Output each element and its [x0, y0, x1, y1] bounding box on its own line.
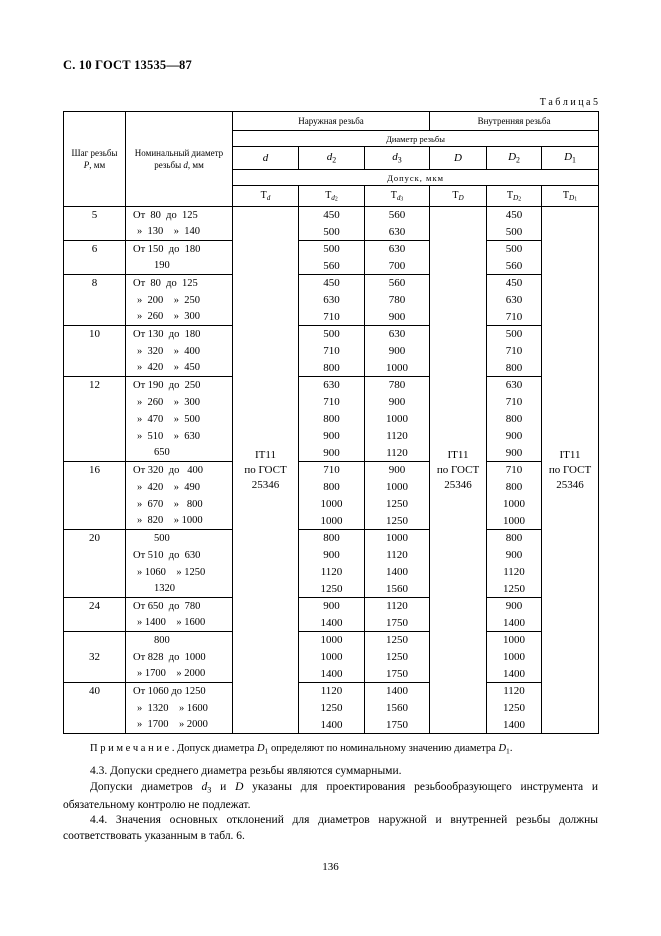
diameter-range-cell: 650 [126, 445, 233, 462]
tolerance-value-cell: 800 [299, 360, 365, 377]
diameter-range-cell: От 190 до 250 [126, 377, 233, 394]
thread-tolerance-table [63, 111, 599, 734]
pitch-cell: 24 [64, 598, 126, 615]
tolerance-value-cell: 1000 [299, 649, 365, 666]
tolerance-value-cell: 800 [487, 360, 542, 377]
table-note: П р и м е ч а н и е . Допуск диаметра $D_1$ определяют по номинальному значению диаметра $D_1$. [90, 743, 513, 756]
tolerance-value-cell: 900 [299, 598, 365, 615]
tolerance-value-cell: 800 [299, 530, 365, 547]
pitch-cell [64, 632, 126, 649]
diameter-col-header-D: D [430, 147, 487, 170]
tolerance-value-cell: 1250 [365, 632, 430, 649]
it11-merged-cell-d: IT11 по ГОСТ 25346 [233, 207, 299, 734]
tolerance-value-cell: 450 [299, 275, 365, 292]
tolerance-value-cell: 560 [365, 207, 430, 224]
tolerance-value-cell: 1000 [365, 530, 430, 547]
tolerance-value-cell: 630 [365, 224, 430, 241]
tolerance-value-cell: 1250 [487, 700, 542, 717]
tolerance-value-cell: 630 [487, 377, 542, 394]
tolerance-value-cell: 450 [299, 207, 365, 224]
nominal-header-line2: резьбы d, мм [154, 160, 204, 170]
table-caption: Т а б л и ц а 5 [539, 97, 598, 108]
tolerance-value-cell: 1250 [299, 700, 365, 717]
tolerance-value-cell: 1000 [365, 360, 430, 377]
tolerance-value-cell: 1400 [365, 564, 430, 581]
diameter-range-cell: » 1060 » 1250 [126, 564, 233, 581]
pitch-cell [64, 343, 126, 360]
tolerance-value-cell: 500 [487, 224, 542, 241]
diameter-range-cell: От 80 до 125 [126, 275, 233, 292]
tolerance-value-cell: 710 [487, 343, 542, 360]
tolerance-value-cell: 710 [299, 343, 365, 360]
tolerance-value-cell: 630 [299, 377, 365, 394]
tolerance-value-cell: 1000 [365, 411, 430, 428]
tolerance-value-cell: 1000 [487, 513, 542, 530]
tolerance-value-cell: 900 [487, 445, 542, 462]
tolerance-value-cell: 560 [487, 258, 542, 275]
paragraph-4-3-continued: Допуски диаметров $d_3$ и D указаны для проектирования резьбообразующего инструмента и обязательному контролю не подлежат. [63, 780, 599, 811]
diameter-col-header-d3: $d_3$ [365, 147, 430, 170]
tolerance-value-cell: 630 [487, 292, 542, 309]
tolerance-value-cell: 1120 [487, 564, 542, 581]
external-thread-header: Наружная резьба [233, 112, 430, 131]
pitch-cell [64, 224, 126, 241]
tolerance-value-cell: 1750 [365, 666, 430, 683]
tolerance-value-cell: 710 [299, 394, 365, 411]
pitch-column-header [64, 112, 126, 207]
tolerance-value-cell: 710 [299, 309, 365, 326]
pitch-cell: 16 [64, 462, 126, 479]
tolerance-value-cell: 900 [365, 343, 430, 360]
diameter-range-cell: » 470 » 500 [126, 411, 233, 428]
tolerance-value-cell: 900 [365, 462, 430, 479]
pitch-cell: 8 [64, 275, 126, 292]
tolerance-value-cell: 1560 [365, 581, 430, 598]
tolerance-value-cell: 1000 [299, 632, 365, 649]
tolerance-value-cell: 900 [487, 428, 542, 445]
diameter-range-cell: » 320 » 400 [126, 343, 233, 360]
diameter-range-cell: » 1700 » 2000 [126, 666, 233, 683]
tolerance-value-cell: 1000 [487, 649, 542, 666]
tolerance-value-cell: 630 [299, 292, 365, 309]
tolerance-value-cell: 900 [299, 547, 365, 564]
tolerance-value-cell: 900 [365, 309, 430, 326]
diameter-range-cell: От 320 до 400 [126, 462, 233, 479]
diameter-col-header-D2: $D_2$ [487, 147, 542, 170]
diameter-range-cell: От 80 до 125 [126, 207, 233, 224]
tolerance-col-header-TD: $T_D$ [430, 186, 487, 207]
tolerance-value-cell: 710 [487, 462, 542, 479]
diameter-col-header-d: d [233, 147, 299, 170]
tolerance-value-cell: 1250 [365, 496, 430, 513]
diameter-range-cell: От 130 до 180 [126, 326, 233, 343]
tolerance-value-cell: 1000 [299, 513, 365, 530]
tolerance-col-header-Td2: $T_{d2}$ [299, 186, 365, 207]
tolerance-value-cell: 500 [487, 326, 542, 343]
diameter-range-cell: » 670 » 800 [126, 496, 233, 513]
pitch-cell [64, 547, 126, 564]
diameter-range-cell: От 828 до 1000 [126, 649, 233, 666]
tolerance-value-cell: 900 [487, 547, 542, 564]
diameter-range-cell: От 650 до 780 [126, 598, 233, 615]
tolerance-value-cell: 500 [487, 241, 542, 258]
pitch-cell [64, 394, 126, 411]
diameter-range-cell: От 150 до 180 [126, 241, 233, 258]
tolerance-col-header-Td3: $T_{d3}$ [365, 186, 430, 207]
diameter-range-cell: » 1700 » 2000 [126, 717, 233, 734]
diameter-range-cell: 190 [126, 258, 233, 275]
pitch-cell [64, 411, 126, 428]
tolerance-value-cell: 800 [299, 479, 365, 496]
tolerance-value-cell: 1560 [365, 700, 430, 717]
pitch-cell [64, 666, 126, 683]
pitch-cell [64, 513, 126, 530]
tolerance-value-cell: 800 [299, 411, 365, 428]
pitch-cell [64, 700, 126, 717]
tolerance-value-cell: 1400 [299, 717, 365, 734]
diameter-col-header-D1: $D_1$ [542, 147, 599, 170]
tolerance-value-cell: 1120 [365, 428, 430, 445]
tolerance-col-header-Td: $T_d$ [233, 186, 299, 207]
pitch-cell [64, 445, 126, 462]
tolerance-value-cell: 1000 [365, 479, 430, 496]
tolerance-value-cell: 630 [365, 241, 430, 258]
tolerance-value-cell: 710 [299, 462, 365, 479]
pitch-cell: 12 [64, 377, 126, 394]
tolerance-value-cell: 1000 [299, 496, 365, 513]
tolerance-value-cell: 1000 [487, 632, 542, 649]
pitch-cell [64, 258, 126, 275]
tolerance-value-cell: 1400 [487, 666, 542, 683]
tolerance-value-cell: 1250 [365, 513, 430, 530]
tolerance-value-cell: 1400 [365, 683, 430, 700]
pitch-cell [64, 292, 126, 309]
diameter-range-cell: 800 [126, 632, 233, 649]
table-body [64, 207, 599, 734]
diameter-range-cell: » 200 » 250 [126, 292, 233, 309]
tolerance-value-cell: 1250 [365, 649, 430, 666]
diameter-range-cell: » 1400 » 1600 [126, 615, 233, 632]
it11-merged-cell-D1: IT11 по ГОСТ 25346 [542, 207, 599, 734]
nominal-header-line1: Номинальный диаметр [134, 147, 224, 158]
page-number: 136 [322, 861, 339, 874]
tolerance-value-cell: 800 [487, 479, 542, 496]
tolerance-value-cell: 1400 [299, 666, 365, 683]
tolerance-col-header-TD2: $T_{D2}$ [487, 186, 542, 207]
pitch-cell [64, 360, 126, 377]
tolerance-value-cell: 450 [487, 207, 542, 224]
tolerance-value-cell: 1120 [365, 598, 430, 615]
pitch-cell [64, 496, 126, 513]
diameter-range-cell: » 820 » 1000 [126, 513, 233, 530]
notes-section [63, 743, 598, 844]
pitch-cell [64, 564, 126, 581]
tolerance-value-cell: 900 [299, 428, 365, 445]
tolerance-col-header-TD1: $T_{D1}$ [542, 186, 599, 207]
tolerance-value-cell: 500 [299, 326, 365, 343]
tolerance-value-cell: 780 [365, 377, 430, 394]
diameter-range-cell: » 510 » 630 [126, 428, 233, 445]
diameter-range-cell: » 260 » 300 [126, 309, 233, 326]
tolerance-value-cell: 710 [487, 309, 542, 326]
diameter-row-header: Диаметр резьбы [233, 131, 599, 147]
tolerance-value-cell: 1120 [365, 547, 430, 564]
pitch-cell: 40 [64, 683, 126, 700]
tolerance-value-cell: 500 [299, 224, 365, 241]
nominal-diameter-column-header [126, 112, 233, 207]
diameter-range-cell: » 260 » 300 [126, 394, 233, 411]
diameter-range-cell: » 1320 » 1600 [126, 700, 233, 717]
tolerance-value-cell: 1750 [365, 615, 430, 632]
tolerance-value-cell: 630 [365, 326, 430, 343]
tolerance-value-cell: 1120 [487, 683, 542, 700]
pitch-cell [64, 479, 126, 496]
tolerance-value-cell: 450 [487, 275, 542, 292]
diameter-range-cell: » 420 » 490 [126, 479, 233, 496]
tolerance-value-cell: 1400 [487, 717, 542, 734]
tolerance-value-cell: 780 [365, 292, 430, 309]
tolerance-value-cell: 900 [299, 445, 365, 462]
tolerance-value-cell: 1400 [299, 615, 365, 632]
tolerance-value-cell: 1250 [299, 581, 365, 598]
diameter-range-cell: 500 [126, 530, 233, 547]
tolerance-value-cell: 800 [487, 530, 542, 547]
tolerance-row-header: Допуск, мкм [233, 170, 599, 186]
tolerance-value-cell: 900 [365, 394, 430, 411]
diameter-range-cell: 1320 [126, 581, 233, 598]
pitch-cell [64, 309, 126, 326]
tolerance-value-cell: 800 [487, 411, 542, 428]
pitch-cell [64, 428, 126, 445]
tolerance-value-cell: 1400 [487, 615, 542, 632]
tolerance-value-cell: 1120 [299, 564, 365, 581]
tolerance-value-cell: 1250 [487, 581, 542, 598]
pitch-header-line1: Шаг резьбы [71, 147, 118, 158]
pitch-cell [64, 581, 126, 598]
tolerance-value-cell: 560 [299, 258, 365, 275]
table-head [64, 112, 599, 207]
diameter-range-cell: От 510 до 630 [126, 547, 233, 564]
tolerance-value-cell: 900 [487, 598, 542, 615]
tolerance-value-cell: 1000 [487, 496, 542, 513]
pitch-cell: 6 [64, 241, 126, 258]
diameter-range-cell: » 420 » 450 [126, 360, 233, 377]
internal-thread-header: Внутренняя резьба [430, 112, 599, 131]
paragraph-4-3: 4.3. Допуски среднего диаметра резьбы являются суммарными. [90, 765, 402, 778]
tolerance-value-cell: 1120 [365, 445, 430, 462]
diameter-col-header-d2: $d_2$ [299, 147, 365, 170]
tolerance-value-cell: 1750 [365, 717, 430, 734]
doc-header: С. 10 ГОСТ 13535—87 [63, 58, 192, 72]
pitch-header-line2: Р, мм [83, 160, 106, 170]
pitch-cell: 32 [64, 649, 126, 666]
pitch-cell: 10 [64, 326, 126, 343]
tolerance-value-cell: 500 [299, 241, 365, 258]
pitch-cell [64, 717, 126, 734]
pitch-cell: 20 [64, 530, 126, 547]
it11-merged-cell-D: IT11 по ГОСТ 25346 [430, 207, 487, 734]
tolerance-value-cell: 700 [365, 258, 430, 275]
tolerance-value-cell: 1120 [299, 683, 365, 700]
tolerance-value-cell: 710 [487, 394, 542, 411]
paragraph-4-4: 4.4. Значения основных отклонений для диаметров наружной и внутренней резьбы должны соответствовать указанным в табл. 6. [63, 814, 598, 842]
tolerance-value-cell: 560 [365, 275, 430, 292]
diameter-range-cell: » 130 » 140 [126, 224, 233, 241]
pitch-cell: 5 [64, 207, 126, 224]
pitch-cell [64, 615, 126, 632]
diameter-range-cell: От 1060 до 1250 [126, 683, 233, 700]
